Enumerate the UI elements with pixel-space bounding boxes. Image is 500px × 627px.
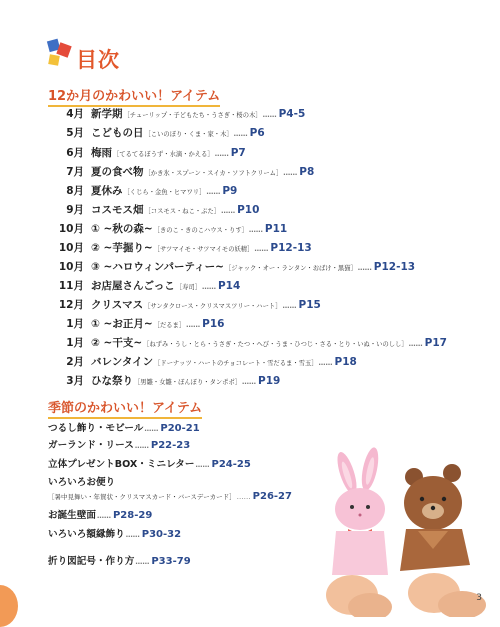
item-detail: ［だるま］ bbox=[153, 322, 186, 329]
toc-row[interactable] bbox=[48, 335, 447, 351]
leader-dots: …… bbox=[135, 558, 150, 566]
item-title: ガーランド・リース bbox=[48, 440, 134, 451]
page-reference[interactable]: P30-32 bbox=[141, 529, 182, 540]
item-title: 梅雨 bbox=[91, 147, 112, 159]
page-reference[interactable]: P17 bbox=[424, 337, 447, 349]
month-label: 12月 bbox=[58, 299, 84, 311]
toc-row[interactable] bbox=[48, 221, 287, 237]
toc-row[interactable] bbox=[48, 373, 280, 389]
page-reference[interactable]: P10 bbox=[237, 204, 260, 216]
leader-dots: …… bbox=[318, 359, 333, 367]
toc-subline[interactable] bbox=[48, 491, 292, 502]
leader-dots: …… bbox=[125, 531, 140, 539]
page-reference[interactable]: P7 bbox=[230, 147, 246, 159]
item-detail: ［男雛・女雛・ぼんぼり・タンポポ］ bbox=[134, 379, 242, 386]
item-title: ① ~お正月~ bbox=[91, 318, 153, 330]
toc-row[interactable] bbox=[48, 474, 115, 488]
page-number: 3 bbox=[476, 593, 482, 603]
page-reference[interactable]: P12-13 bbox=[373, 261, 416, 273]
toc-row[interactable] bbox=[48, 437, 190, 451]
page-reference[interactable]: P14 bbox=[217, 280, 241, 292]
page-reference[interactable]: P9 bbox=[222, 185, 238, 197]
item-detail: ［サンタクロース・クリスマスツリー・ハート］ bbox=[144, 303, 282, 310]
page-reference[interactable]: P12-13 bbox=[270, 242, 312, 254]
item-title: お誕生壁面 bbox=[48, 510, 96, 521]
page-reference[interactable]: P33-79 bbox=[151, 556, 191, 567]
toc-row[interactable] bbox=[48, 125, 265, 141]
leader-dots: …… bbox=[242, 378, 257, 386]
month-label: 4月 bbox=[66, 108, 84, 120]
toc-row[interactable] bbox=[48, 507, 152, 521]
toc-row[interactable] bbox=[48, 526, 181, 540]
page-reference[interactable]: P20-21 bbox=[160, 423, 200, 434]
item-title: お店屋さんごっこ bbox=[91, 280, 175, 292]
colorful-squares-icon bbox=[46, 38, 72, 68]
toc-row[interactable] bbox=[48, 297, 321, 313]
leader-dots: …… bbox=[206, 188, 221, 196]
toc-row[interactable] bbox=[48, 456, 251, 470]
leader-dots: …… bbox=[254, 245, 269, 253]
item-detail: ［サツマイモ・サツマイモの妖精］ bbox=[153, 246, 254, 253]
page-reference[interactable]: P4-5 bbox=[278, 108, 306, 120]
leader-dots: …… bbox=[96, 512, 111, 520]
leader-dots: …… bbox=[201, 283, 216, 291]
page-reference[interactable]: P24-25 bbox=[211, 459, 251, 470]
item-detail: ［ねずみ・うし・とら・うさぎ・たつ・へび・うま・ひつじ・さる・とり・いぬ・いのしし］ bbox=[143, 341, 408, 348]
item-title: 立体プレゼントBOX・ミニレター bbox=[48, 459, 195, 470]
section-heading-12-months: 12か月のかわいい！アイテム bbox=[48, 85, 220, 107]
leader-dots: …… bbox=[262, 111, 277, 119]
leader-dots: …… bbox=[236, 493, 251, 501]
toc-row[interactable] bbox=[48, 240, 312, 256]
item-detail: ［きのこ・きのこハウス・りす］ bbox=[153, 227, 248, 234]
leader-dots: …… bbox=[233, 130, 248, 138]
toc-row[interactable] bbox=[48, 354, 357, 370]
month-label: 8月 bbox=[66, 185, 84, 197]
page-reference[interactable]: P15 bbox=[298, 299, 321, 311]
item-title: ひな祭り bbox=[91, 375, 133, 387]
toc-row[interactable] bbox=[48, 106, 305, 122]
item-detail: ［チューリップ・子どもたち・うさぎ・桜の木］ bbox=[123, 112, 262, 119]
month-label: 1月 bbox=[66, 318, 84, 330]
decorative-corner-blob bbox=[0, 585, 18, 627]
page-reference[interactable]: P28-29 bbox=[112, 510, 153, 521]
page-reference[interactable]: P18 bbox=[334, 356, 357, 368]
page-reference[interactable]: P16 bbox=[202, 318, 225, 330]
month-label: 6月 bbox=[66, 147, 84, 159]
leader-dots: …… bbox=[195, 461, 210, 469]
leader-dots: …… bbox=[408, 340, 423, 348]
section-heading-seasonal: 季節のかわいい！アイテム bbox=[48, 397, 202, 419]
item-title: いろいろ額縁飾り bbox=[48, 529, 125, 540]
toc-row[interactable] bbox=[48, 316, 224, 332]
item-title: ② ~干支~ bbox=[91, 337, 143, 349]
item-title: 夏の食べ物 bbox=[91, 166, 144, 178]
month-label: 7月 bbox=[66, 166, 84, 178]
leader-dots: …… bbox=[357, 264, 372, 272]
leader-dots: …… bbox=[144, 425, 159, 433]
origami-finger-puppets-image bbox=[322, 445, 500, 617]
toc-row[interactable] bbox=[48, 553, 191, 567]
item-title: 夏休み bbox=[91, 185, 123, 197]
item-detail: ［こいのぼり・くま・家・木］ bbox=[144, 131, 233, 138]
item-title: ② ~芋掘り~ bbox=[91, 242, 153, 254]
month-label: 10月 bbox=[58, 242, 84, 254]
month-label: 1月 bbox=[66, 337, 84, 349]
month-label: 2月 bbox=[66, 356, 84, 368]
leader-dots: …… bbox=[248, 226, 263, 234]
item-title: コスモス畑 bbox=[91, 204, 144, 216]
item-title: ① ~秋の森~ bbox=[91, 223, 153, 235]
item-detail: ［ドーナッツ・ハートのチョコレート・雪だるま・雪玉］ bbox=[154, 360, 318, 367]
page-reference[interactable]: P6 bbox=[249, 127, 265, 139]
leader-dots: …… bbox=[214, 150, 229, 158]
leader-dots: …… bbox=[221, 207, 236, 215]
toc-row[interactable] bbox=[48, 183, 237, 199]
page-title: 目次 bbox=[76, 48, 120, 72]
leader-dots: …… bbox=[134, 442, 149, 450]
page-reference[interactable]: P8 bbox=[299, 166, 315, 178]
item-detail: ［暑中見舞い・年賀状・クリスマスカード・バースデーカード］ bbox=[48, 493, 236, 501]
item-title: ③ ~ハロウィンパーティー~ bbox=[91, 261, 224, 273]
item-title: こどもの日 bbox=[91, 127, 144, 139]
item-title: 折り図記号・作り方 bbox=[48, 556, 135, 567]
item-detail: ［てるてるぼうず・水滴・かえる］ bbox=[113, 151, 214, 158]
leader-dots: …… bbox=[186, 321, 201, 329]
item-title: いろいろお便り bbox=[48, 477, 116, 488]
month-label: 11月 bbox=[58, 280, 84, 292]
item-detail: ［かき氷・スプーン・スイカ・ソフトクリーム］ bbox=[144, 170, 283, 177]
page-reference[interactable]: P26-27 bbox=[252, 491, 292, 502]
month-label: 9月 bbox=[66, 204, 84, 216]
item-title: バレンタイン bbox=[91, 356, 154, 368]
toc-row[interactable] bbox=[48, 278, 240, 294]
leader-dots: …… bbox=[283, 169, 298, 177]
month-label: 3月 bbox=[66, 375, 84, 387]
month-label: 10月 bbox=[58, 261, 84, 273]
page-reference[interactable]: P22-23 bbox=[150, 440, 191, 451]
item-detail: ［コスモス・ねこ・ぶた］ bbox=[144, 208, 221, 215]
item-title: クリスマス bbox=[91, 299, 144, 311]
toc-row[interactable] bbox=[48, 202, 259, 218]
item-detail: ［寿司］ bbox=[175, 284, 201, 291]
toc-row[interactable] bbox=[48, 420, 200, 434]
item-title: つるし飾り・モビール bbox=[48, 423, 144, 434]
leader-dots: …… bbox=[282, 302, 297, 310]
month-label: 5月 bbox=[66, 127, 84, 139]
item-detail: ［くじら・金魚・ヒマワリ］ bbox=[123, 189, 206, 196]
page-reference[interactable]: P11 bbox=[264, 223, 288, 235]
item-detail: ［ジャック・オー・ランタン・おばけ・黒猫］ bbox=[224, 265, 357, 272]
toc-row[interactable] bbox=[48, 145, 246, 161]
toc-row[interactable] bbox=[48, 164, 314, 180]
page-reference[interactable]: P19 bbox=[258, 375, 281, 387]
toc-row[interactable] bbox=[48, 259, 415, 275]
item-title: 新学期 bbox=[91, 108, 123, 120]
month-label: 10月 bbox=[58, 223, 84, 235]
